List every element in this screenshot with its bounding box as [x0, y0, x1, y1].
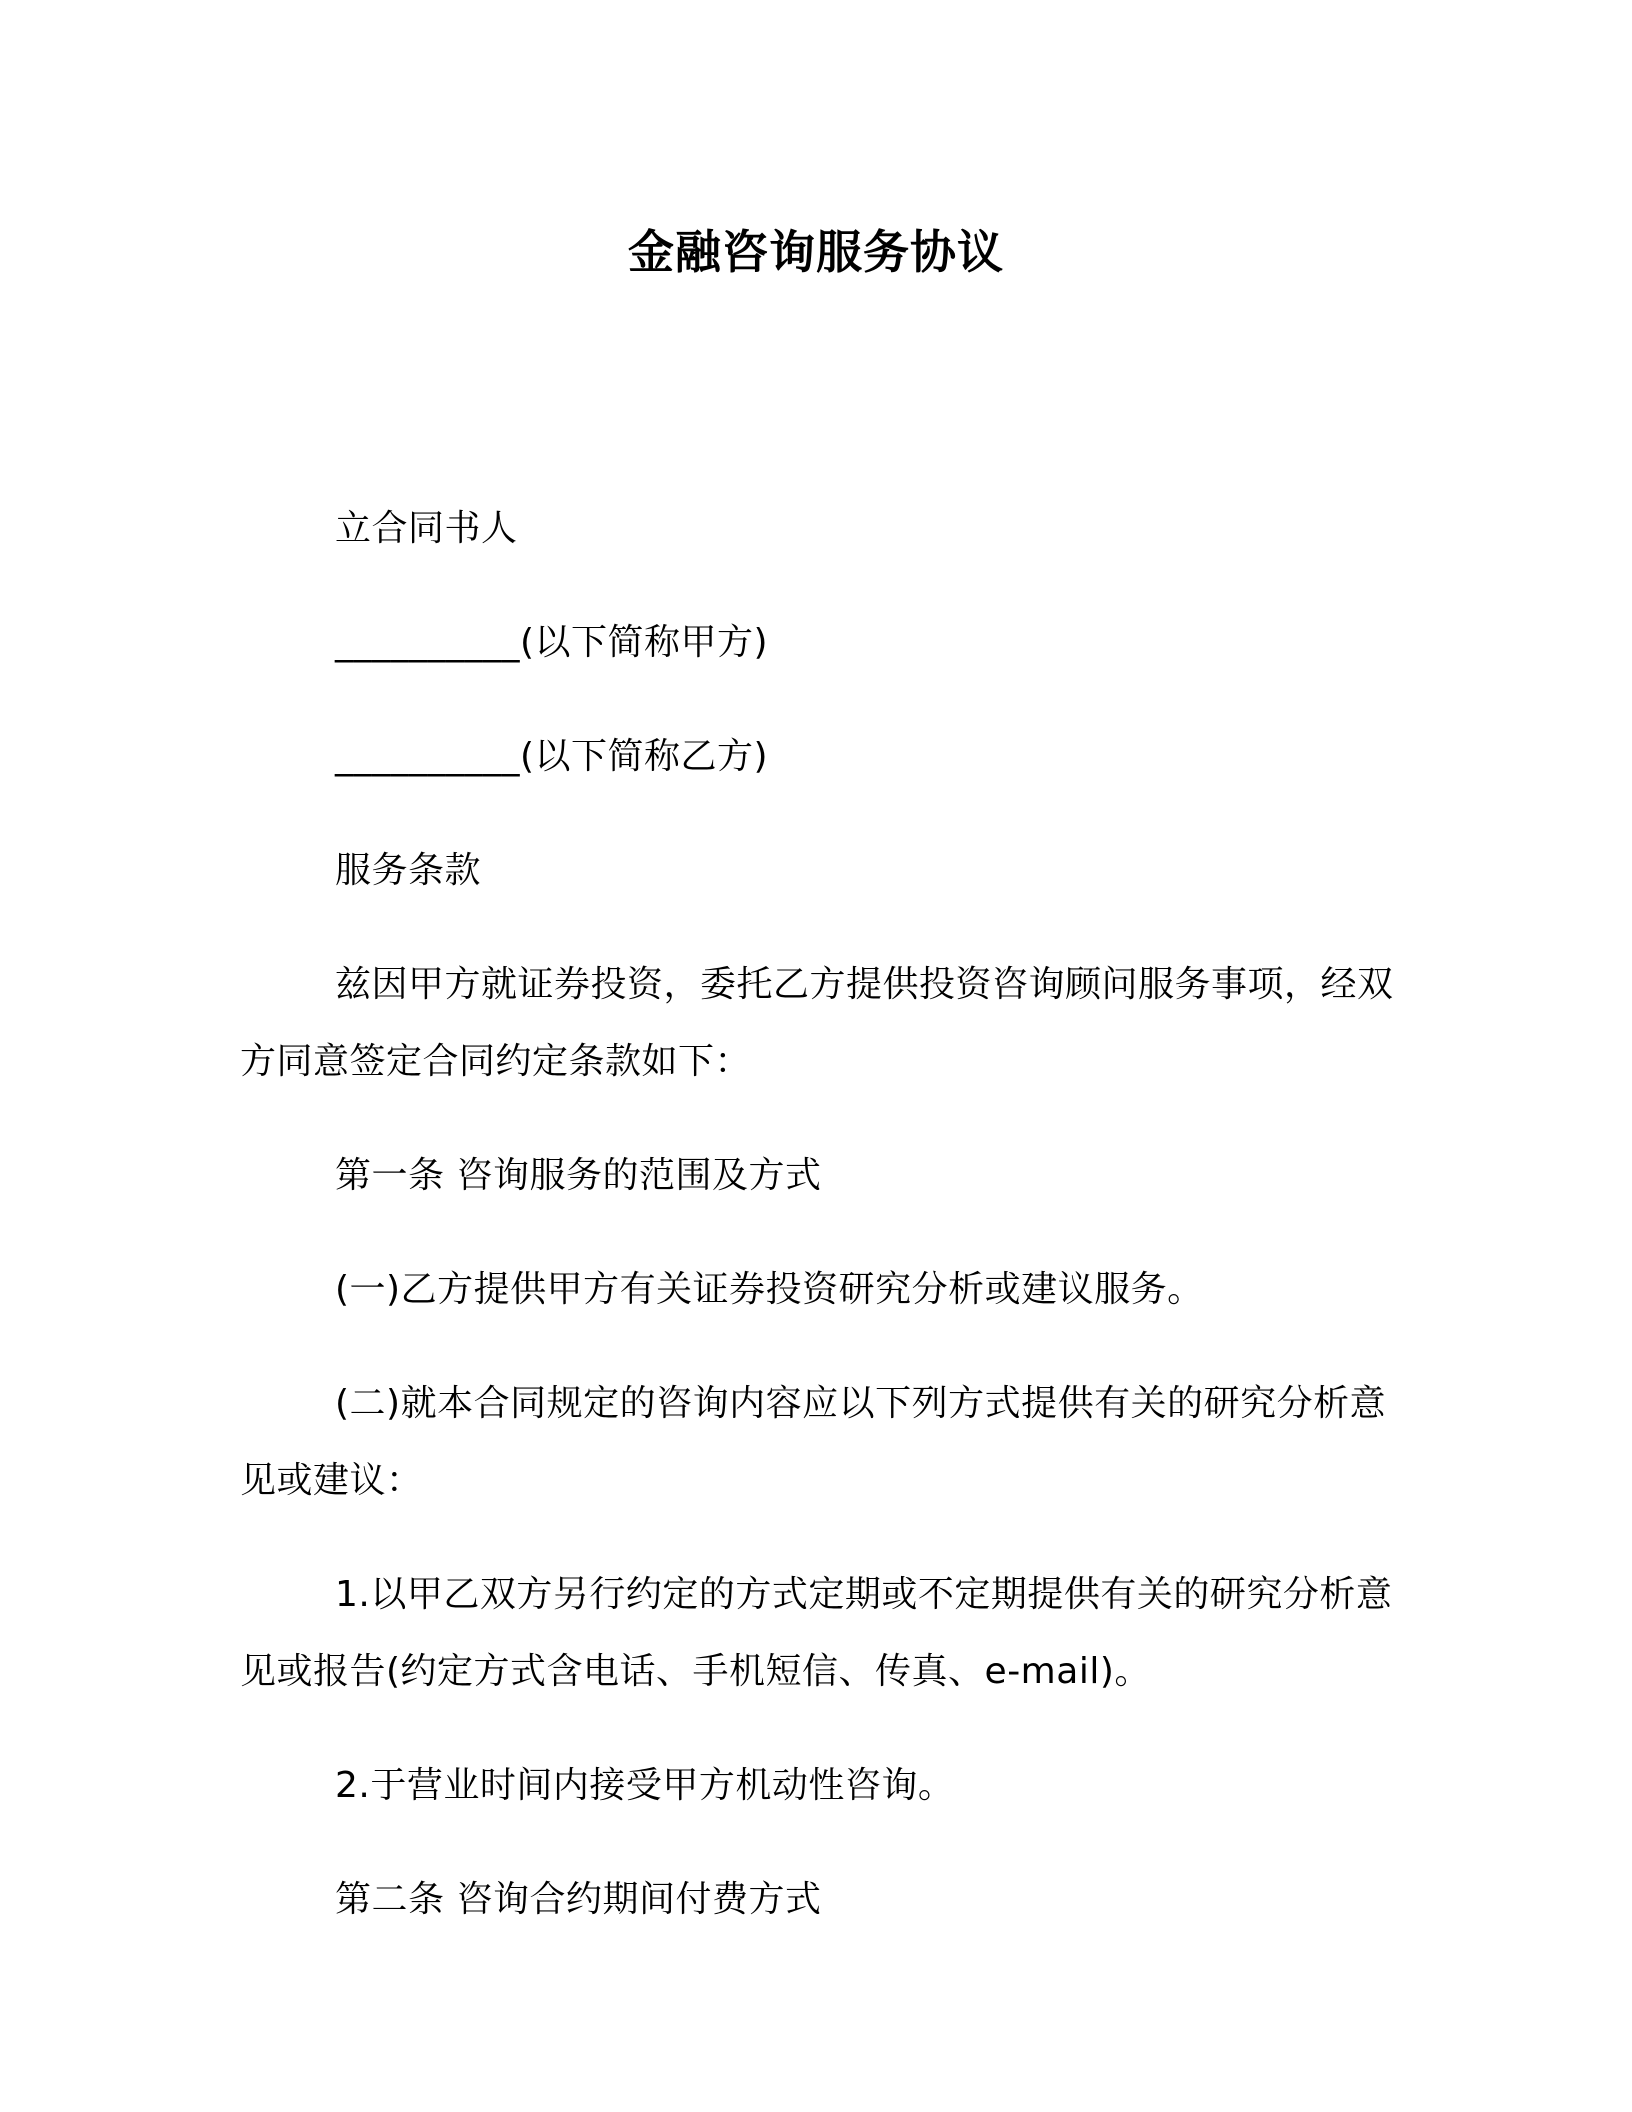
document-title: 金融咨询服务协议: [628, 225, 1004, 279]
party-a-line: __________(以下简称甲方): [335, 622, 769, 663]
article-1-item-1: (一)乙方提供甲方有关证券投资研究分析或建议服务。: [335, 1269, 1204, 1310]
article-1-heading: 第一条 咨询服务的范围及方式: [335, 1155, 822, 1196]
article-2-heading: 第二条 咨询合约期间付费方式: [335, 1879, 822, 1920]
party-b-line: __________(以下简称乙方): [335, 736, 769, 777]
document-body: [240, 490, 1400, 1975]
contract-parties-heading: 立合同书人: [335, 508, 518, 549]
article-1-subitem-2: 2.于营业时间内接受甲方机动性咨询。: [335, 1765, 955, 1806]
article-1-item-2: (二)就本合同规定的咨询内容应以下列方式提供有关的研究分析意见或建议：: [240, 1383, 1387, 1501]
article-1-subitem-1: 1.以甲乙双方另行约定的方式定期或不定期提供有关的研究分析意见或报告(约定方式含电话、手机短信、传真、e-mail)。: [240, 1574, 1393, 1692]
preamble-paragraph: 兹因甲方就证券投资，委托乙方提供投资咨询顾问服务事项，经双方同意签定合同约定条款如下：: [240, 964, 1394, 1082]
service-terms-heading: 服务条款: [335, 850, 482, 891]
